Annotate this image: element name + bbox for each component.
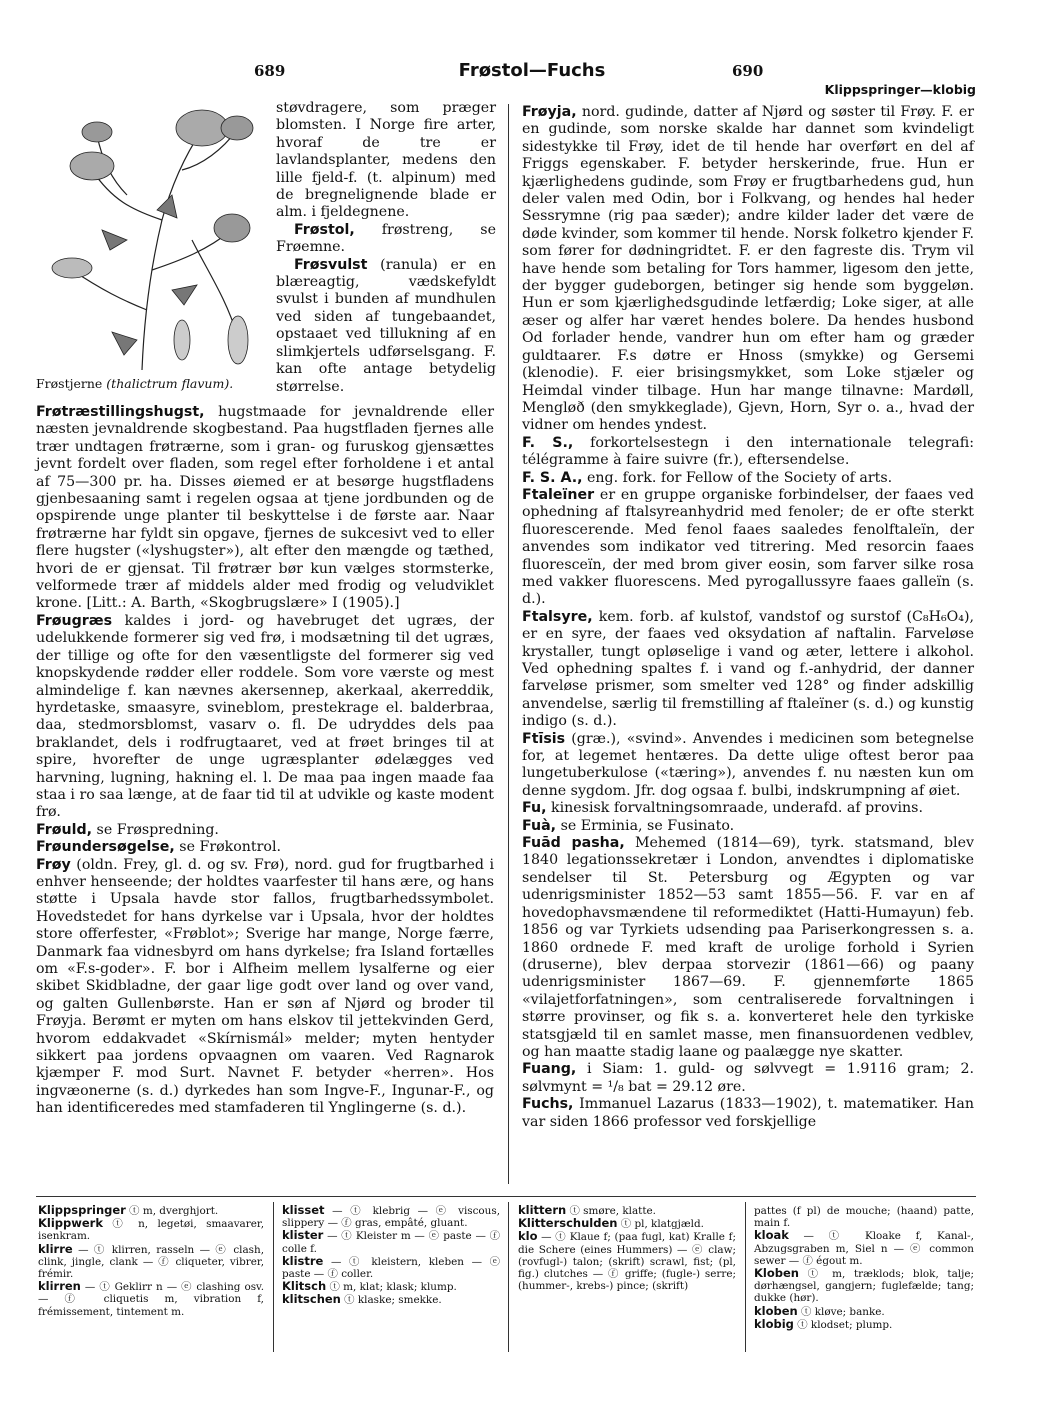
footer-text: ⓣ n, legetøi, smaavarer, isenkram. bbox=[38, 1218, 264, 1243]
entry-paragraph bbox=[522, 470, 974, 487]
entry-text: (græ.), «svind». Anvendes i medicinen som betegnelse for, at legemet hentæres. Da dette ulige oftest beror paa lungetuberkulose («tæring»), anvendes f. nu næsten kun om denne sygdom. Jfr. dog ogsaa f. bulbi, indskrumpning af øiet. bbox=[522, 730, 974, 799]
entry-headword: Ftalsyre, bbox=[522, 608, 593, 625]
footer-headword: klittern bbox=[518, 1203, 567, 1217]
footer-entry bbox=[518, 1217, 736, 1230]
entry-paragraph bbox=[522, 835, 974, 1061]
entry-paragraph bbox=[276, 257, 496, 396]
footer-column-3 bbox=[518, 1204, 736, 1292]
footer-entry bbox=[282, 1204, 500, 1229]
entry-paragraph bbox=[522, 1096, 974, 1131]
footer-text: — ⓣ kleistern, kleben — ⓔ paste — ⓕ coller. bbox=[282, 1255, 500, 1281]
entry-text: Mehemed (1814—69), tyrk. statsmand, blev 1840 legationssekretær i London, anvendtes i diplomatiske sendelser til St. Petersburg og Ægypten og var udenrigsminister 1852—53 samt 1855—56. F. var en af hovedophavsmændene til reformediktet (Hatti-Humayun) feb. 1856 og var Tyrkiets udsending paa Pariserkongressen s. a. 1860 ordnede F. med kraft de urolige forhold i Syrien (druserne), blev derpaa storvezir (1861—66) og paany udenrigsminister 1867—69. F. gjennemførte 1865 «vilajetforfatningen», som centraliserede forvaltningen i større provinser, og fik s. a. konverteret hele den tyrkiske statsgjæld til en samlet masse, men finansuordenen vedblev, og han maatte stadig laane og paalægge nye skatter. bbox=[522, 835, 974, 1060]
left-column bbox=[36, 404, 494, 1118]
entry-headword: Frøstol, bbox=[294, 221, 355, 238]
entry-headword: Fuād pasha, bbox=[522, 835, 625, 852]
entry-text: nord. gudinde, datter af Njørd og søster til Frøy. F. er en gudinde, som norske skalde har dannet som kvindeligt sidestykke til Frøy, idet de til hende har overført en del af Friggs egenskaber. F. betyder herskerinde, frue. Hun er kjærlighedens gudinde, som Frøy er frugtbarhedens gud, hun deler valen med Odin, bor i Folkvang, og hendes hal heder Sessrymne (rig paa sæder); andre kilder lader det være de døde kvinder, som kommer til hende. Norsk folketro kjender F. som fører for dødningridtet. F. er den fagreste dis. Trym vil have hende som betaling for Tors hammer, ligesom den jette, der bygger gudeborgen, betinger sig hende som byggeløn. Hun er som kjærlighedsgudinde letfærdig; Loke siger, at alle æser og alfer har været hendes bolere. Da hendes husbond Od forlader hende, vandrer hun om efter ham og græder guldtaarer. F.s døtre er Hnoss (smykke) og Gersemi (klenodie). F. eier brisingsmykket, som Loke stjæler og Heimdal vinder tilbage. Hun har mange tilnavne: Mardøll, Mengløð (den smykkeglade), Gjevn, Horn, Syr o. a., hvad der vidner om hendes yndest. bbox=[522, 104, 975, 434]
footer-column-1 bbox=[38, 1204, 264, 1318]
entry-text: i Siam: 1. guld- og sølvvegt = 1.9116 gram; 2. sølvmynt = ¹/₈ bat = 29.12 øre. bbox=[522, 1061, 974, 1095]
entry-headword: Fu, bbox=[522, 800, 547, 817]
footer-divider-3 bbox=[745, 1202, 746, 1352]
entry-text: eng. fork. for Fellow of the Society of arts. bbox=[582, 469, 893, 486]
entry-paragraph bbox=[36, 839, 494, 856]
footer-entry bbox=[518, 1230, 736, 1292]
footer-headword: klitschen bbox=[282, 1292, 341, 1307]
guide-words: Klippspringer—klobig bbox=[824, 82, 976, 97]
footer-headword: klobig bbox=[754, 1316, 794, 1331]
entry-text: se Frøspredning. bbox=[92, 821, 219, 838]
page-title: Frøstol—Fuchs bbox=[458, 60, 606, 81]
footer-entry bbox=[282, 1255, 500, 1280]
footer-entry bbox=[38, 1217, 264, 1242]
footer-text: ⓣ klaske; smekke. bbox=[340, 1294, 442, 1307]
footer-entry bbox=[282, 1293, 500, 1306]
footer-text: ⓣ kløve; banke. bbox=[797, 1305, 885, 1318]
figure-caption-latin: (thalictrum flavum). bbox=[106, 376, 234, 391]
entry-headword: Ftīsis bbox=[522, 730, 566, 747]
footer-divider-1 bbox=[273, 1202, 274, 1352]
footer-text: — ⓣ klebrig — ⓔ viscous, slippery — ⓕ gras, empâté, gluant. bbox=[282, 1205, 500, 1230]
entry-text: (ranula) er en blæreagtig, vædskefyldt svulst i bunden af mundhulen ved siden af tungebaandet, opstaaet ved tillukning af en slimkjertels udførselsgang. F. kan ofte antage betydelig størrelse. bbox=[276, 256, 496, 395]
footer-text: — ⓣ Kloake f, Kanal-, Abzugsgraben m, Siel n — ⓔ common sewer — ⓕ égout m. bbox=[754, 1230, 974, 1267]
entry-text: forkortelsestegn i den internationale telegrafi: télégramme à faire suivre (fr.), eftersendelse. bbox=[522, 434, 974, 469]
entry-headword: Frøugræs bbox=[36, 612, 113, 629]
entry-paragraph bbox=[522, 487, 974, 609]
entry-paragraph bbox=[522, 609, 974, 731]
entry-headword: Frøy bbox=[36, 856, 71, 873]
footer-headword: kloben bbox=[754, 1303, 798, 1318]
entry-paragraph bbox=[522, 731, 974, 801]
footer-headword: klisset bbox=[282, 1203, 325, 1217]
footer-headword: klirre bbox=[38, 1241, 73, 1256]
right-page-number: 690 bbox=[732, 62, 764, 80]
footer-entry bbox=[754, 1267, 974, 1305]
entry-paragraph bbox=[36, 613, 494, 822]
entry-headword: Ftaleïner bbox=[522, 486, 595, 503]
entry-text: kaldes i jord- og havebruget det ugræs, der udelukkende formerer sig ved frø, i modsætning til det ugræs, der tillige og ofte for den væsentligste del formerer sig ved knopskydende rødder eller roddele. Som vore værste og mest almindelige f. kan nævnes akersennep, akerkaal, akerreddik, hyrdetaske, smaasyre, svineblom, prestekrage el. balderbraa, daa, stedmorsblomst, vasarv o. fl. De udryddes dels paa braklandet, dels i rodfrugtaaret, ved at frøet bringes til at spire, hvorefter de unge ugræsplanter ødelægges ved harvning, lugning, hakning el. l. De maa paa ingen maade faa staa i ro saa længe, at de faar tid til at udvikle og kaste modent frø. bbox=[36, 612, 494, 821]
entry-paragraph bbox=[522, 818, 974, 835]
entry-headword: F. S., bbox=[522, 434, 574, 451]
entry-text: er en gruppe organiske forbindelser, der faaes ved ophedning af ftalsyreanhydrid med fenoler; de er ofte sterkt fluorescerende. Med fenol faaes saaledes fenolftaleïn, der anvendes som indikator ved titrering. Med resorcin faaes fluoresceïn, der med brom giver eosin, som farver silke rosa med vakker fluorescens. Med pyrogallussyre faaes galleïn (s. d.). bbox=[522, 486, 974, 608]
figure-caption bbox=[36, 376, 233, 391]
footer-headword: klister bbox=[282, 1228, 324, 1243]
entry-paragraph bbox=[276, 222, 496, 257]
entry-paragraph bbox=[522, 104, 974, 435]
entry-paragraph bbox=[276, 100, 496, 222]
entry-text: kinesisk forvaltningsomraade, underafd. af provins. bbox=[546, 800, 923, 817]
footer-headword: kloak bbox=[754, 1228, 789, 1243]
entry-headword: Frøuld, bbox=[36, 821, 93, 838]
entry-text: frøstreng, se Frøemne. bbox=[276, 221, 496, 256]
footer-headword: Kloben bbox=[754, 1266, 799, 1281]
entry-paragraph bbox=[522, 800, 974, 817]
footer-divider-2 bbox=[508, 1202, 509, 1352]
footer-headword: klirren bbox=[38, 1279, 81, 1294]
footer-text: ⓣ m, klat; klask; klump. bbox=[326, 1281, 457, 1294]
entry-paragraph bbox=[36, 404, 494, 613]
entry-text: Immanuel Lazarus (1833—1902), t. matematiker. Han var siden 1866 professor ved forskjellige bbox=[522, 1096, 974, 1130]
entry-text: hugstmaade for jevnaldrende eller næsten jevnaldrende skogbestand. Paa hugstfladen fjernes alle trær undtagen frøtrærne, som i gran- og furuskog gjensættes jevnt fordelt over fladen, som regel efter forholdene i et antal af 75—300 pr. ha. Disses øiemed er at besørge hugstfladens gjenbesaaning samt i regelen ogsaa at tjene jordbunden og de opspirende unge planter til beskyttelse i de første aar. Naar frøtrærne har fyldt sin opgave, fjernes de sukcesivt ved to eller flere hugster («lyshugster»), alt efter den mængde og tæthed, hvori de er gjensat. Til frøtrær bør kun vælges stormsterke, velformede trær af middels alder med frodig og veludviklet krone. [Litt.: A. Barth, «Skogbrugslære» I (1905).] bbox=[36, 404, 494, 612]
entry-text: se Frøkontrol. bbox=[174, 839, 282, 856]
entry-text: støvdragere, som præger blomsten. I Norge fire arter, hvoraf de tre er lavlandsplanter, medens den lille fjeld-f. (t. alpinum) med de bregnelignende blade er alm. i fjeldegnene. bbox=[276, 100, 496, 221]
entry-paragraph bbox=[522, 1061, 974, 1096]
footer-text: ⓣ pl, klatgjæld. bbox=[617, 1218, 704, 1231]
footer-text: pattes (f pl) de mouche; (haand) patte, main f. bbox=[754, 1205, 974, 1230]
left-page-number: 689 bbox=[254, 62, 286, 80]
column-divider bbox=[508, 104, 509, 1184]
entry-text: kem. forb. af kulstof, vandstof og surstof (C₈H₆O₄), er en syre, der faaes ved oksydation af naftalin. Farveløse krystaller, tungt opløselige i vand og æter, lettere i alkohol. Ved ophedning spaltes f. i vand og f.-anhydrid, der danner farveløse prismer, som smelter ved 128° og finder adskillig anvendelse, særlig til fremstilling af ftaleïner (s. d.) og kunstig indigo (s. d.). bbox=[522, 608, 974, 730]
entry-paragraph bbox=[36, 857, 494, 1118]
footer-rule bbox=[36, 1196, 976, 1197]
entry-headword: Fuang, bbox=[522, 1061, 577, 1078]
figure-caption-text: Frøstjerne bbox=[36, 376, 107, 391]
entry-text: (oldn. Frey, gl. d. og sv. Frø), nord. gud for frugtbarhed i enhver henseende; der holdtes vaarfester til hans ære, og hans støtte i Upsala havde stor fallos, frugtbarhedssymbolet. Hovedstedet for hans dyrkelse var i Upsala, hvor der holdtes store offerfester, «Frøblot»; Sverige har mange, Norge færre, Danmark faa vidnesbyrd om hans dyrkelse; fra Island fortælles om «F.s-goder». F. bor i Alfheim mellem lysalferne og eier skibet Skidbladne, der gaar lige godt over land og over vand, og galten Gullenbørste. Han er søn af Njørd og broder til Frøyja. Berømt er myten om hans elskov til jettekvinden Gerd, hvorom eddakvadet «Skírnismál» melder; myten hentyder sikkert paa jordens opvaagnen om vaaren. Ved Ragnarok kjæmper F. mod Surt. Navnet F. betyder «herren». Hos ingvæonerne (s. d.) dyrkedes han som Ingve-F., Ingunar-F., og han identificeredes med stamfaderen til Ynglingerne (s. d.). bbox=[36, 856, 494, 1117]
footer-text: — ⓣ klirren, rasseln — ⓔ clash, clink, jingle, clank — ⓕ cliqueter, vibrer, frémir. bbox=[38, 1243, 264, 1281]
footer-headword: Klippspringer bbox=[38, 1203, 126, 1217]
footer-entry bbox=[38, 1243, 264, 1281]
footer-entry bbox=[754, 1318, 974, 1331]
plant-illustration bbox=[32, 100, 264, 372]
footer-text: ⓣ smøre, klatte. bbox=[566, 1205, 656, 1217]
footer-text: ⓣ klodset; plump. bbox=[793, 1318, 893, 1331]
entry-headword: Frøtræstillingshugst, bbox=[36, 404, 205, 420]
footer-entry bbox=[754, 1204, 974, 1229]
entry-headword: Fuà, bbox=[522, 817, 557, 834]
entry-paragraph bbox=[36, 822, 494, 839]
footer-headword: klistre bbox=[282, 1253, 324, 1268]
footer-column-2 bbox=[282, 1204, 500, 1307]
footer-headword: Klitsch bbox=[282, 1279, 327, 1294]
footer-entry bbox=[754, 1229, 974, 1267]
entry-headword: Frøsvulst bbox=[294, 256, 368, 273]
entry-headword: F. S. A., bbox=[522, 469, 583, 486]
entry-headword: Frøyja, bbox=[522, 104, 577, 120]
footer-entry bbox=[38, 1280, 264, 1318]
footer-headword: Klippwerk bbox=[38, 1216, 104, 1231]
right-column bbox=[522, 104, 974, 1131]
entry-headword: Frøundersøgelse, bbox=[36, 839, 175, 856]
footer-text: ⓣ m, træklods; blok, talje; dørhængsel, gangjern; fuglefælde; tang; dukke (hør). bbox=[754, 1268, 974, 1305]
footer-headword: Klitterschulden bbox=[518, 1216, 618, 1231]
footer-entry bbox=[282, 1229, 500, 1254]
entry-paragraph bbox=[522, 435, 974, 470]
footer-column-4 bbox=[754, 1204, 974, 1331]
entry-headword: Fuchs, bbox=[522, 1096, 574, 1113]
footer-text: — ⓣ Geklirr n — ⓔ clashing osv. — ⓕ cliquetis m, vibration f, frémissement, tintement m. bbox=[38, 1281, 264, 1318]
left-column-float-text bbox=[276, 100, 496, 396]
footer-text: ⓣ m, dverghjort. bbox=[125, 1205, 219, 1217]
footer-text: — ⓣ Klaue f; (paa fugl, kat) Kralle f; die Schere (eines Hummers) — ⓔ claw; (rovfugl-) talon; (skrift) scrawl, fist; (pl, fig.) clutches — ⓕ griffe; (fugle-) serre; (hummer-, krebs-) pince; (skrift) bbox=[518, 1231, 736, 1293]
footer-headword: klo bbox=[518, 1229, 538, 1244]
entry-text: se Erminia, se Fusinato. bbox=[556, 817, 735, 834]
footer-text: — ⓣ Kleister m — ⓔ paste — ⓕ colle f. bbox=[282, 1230, 500, 1255]
